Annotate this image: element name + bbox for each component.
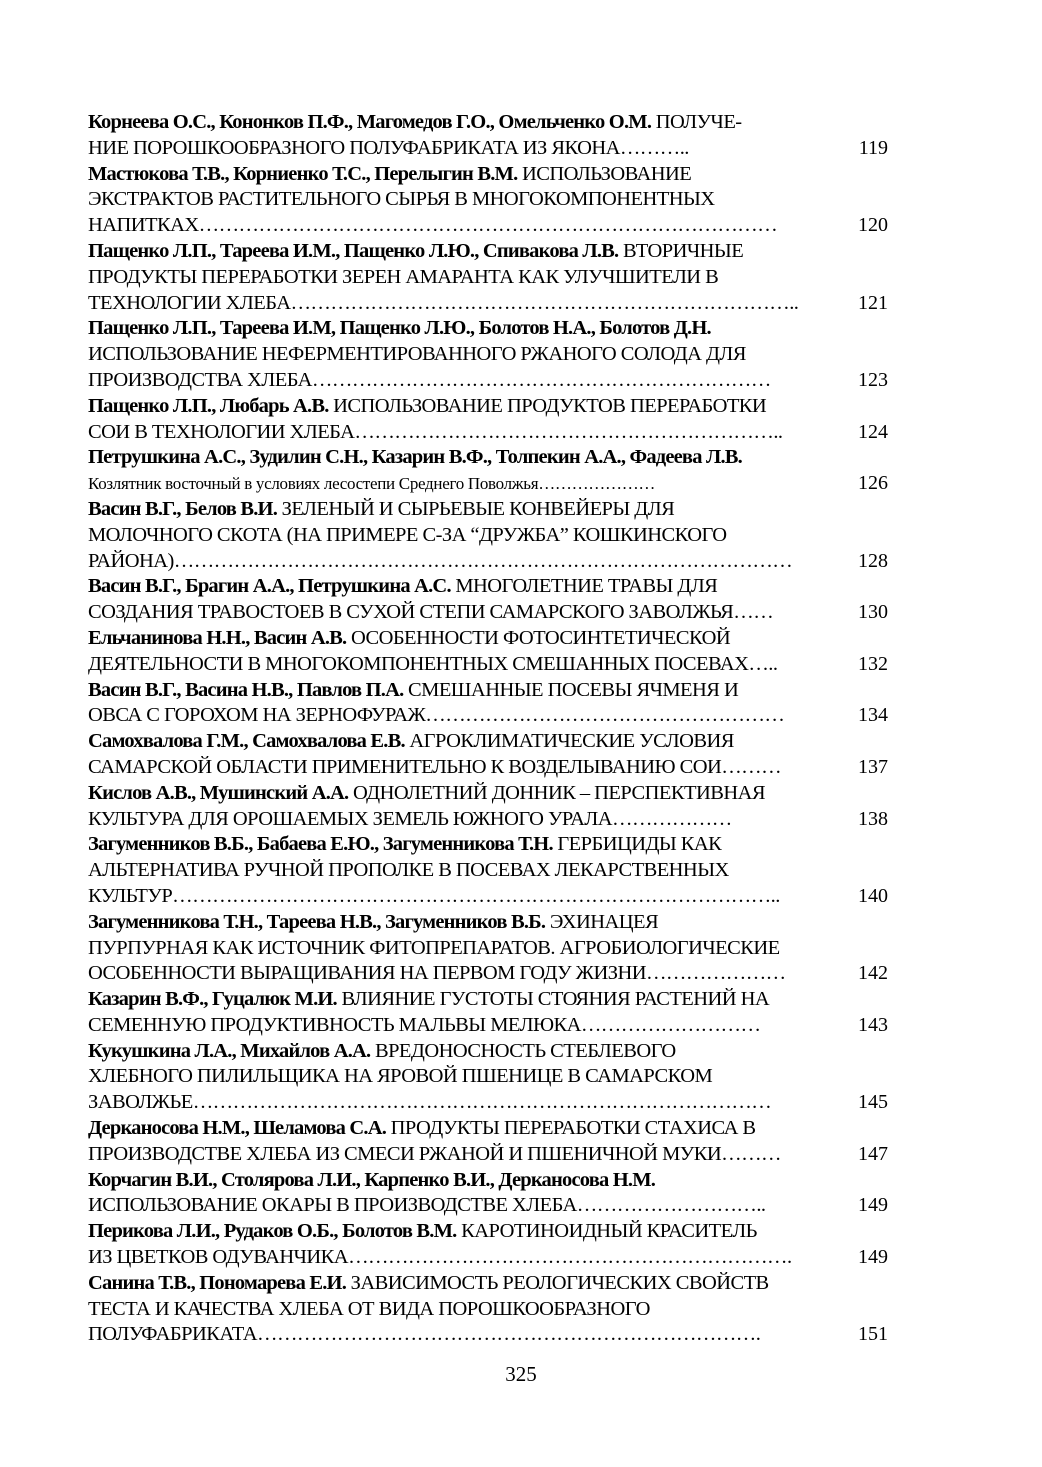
toc-entry-first-line [88,678,833,704]
toc-entry-title-line: ОВСА С ГОРОХОМ НА ЗЕРНОФУРАЖ……………………………………………… [88,704,785,727]
toc-entry-title-line: ПРОИЗВОДСТВЕ ХЛЕБА ИЗ СМЕСИ РЖАНОЙ И ПШЕНИЧНОЙ МУКИ……… [88,1142,781,1165]
toc-entry-title-line: ВРЕДОНОСНОСТЬ СТЕБЛЕВОГО [374,1039,676,1062]
toc-entry-authors: Перикова Л.И., Рудаков О.Б., Болотов В.М. [88,1220,457,1243]
toc-entry-authors: Пащенко Л.П., Тареева И.М., Пащенко Л.Ю., Спивакова Л.В. [88,239,619,262]
toc-entry-page: 130 [858,601,888,624]
toc-entry [88,110,898,162]
toc-entry-title-line: ЗЕЛЕНЫЙ И СЫРЬЕВЫЕ КОНВЕЙЕРЫ ДЛЯ [281,497,675,520]
toc-entry [88,394,898,446]
toc-entry-first-line [88,1116,833,1142]
toc-entry-authors: Петрушкина А.С., Зудилин С.Н., Казарин В.Ф., Толпекин А.А., Фадеева Л.В. [88,446,742,469]
toc-entry-title-line: ВТОРИЧНЫЕ [622,239,744,262]
toc-entry-page: 128 [858,549,888,572]
toc-entry [88,574,898,626]
toc-entry-first-line [88,445,833,471]
toc-entry-first-line [88,1168,833,1194]
toc-entry-authors: Васин В.Г., Белов В.И. [88,497,278,520]
toc-entry-title-line: САМАРСКОЙ ОБЛАСТИ ПРИМЕНИТЕЛЬНО К ВОЗДЕЛЫВАНИЮ СОИ……… [88,755,782,778]
toc-entry-title-line: ИСПОЛЬЗОВАНИЕ [521,162,692,185]
toc-entry-title-line: КУЛЬТУР……………………………………………………………………………….. [88,884,780,907]
toc-entry-authors: Загуменников В.Б., Бабаева Е.Ю., Загуменникова Т.Н. [88,833,553,856]
toc-entry-first-line [88,729,833,755]
toc-entry-title-line: МОЛОЧНОГО СКОТА (НА ПРИМЕРЕ С-ЗА “ДРУЖБА” КОШКИНСКОГО [88,523,727,546]
toc-entry-title-line: ТЕСТА И КАЧЕСТВА ХЛЕБА ОТ ВИДА ПОРОШКООБРАЗНОГО [88,1297,650,1320]
toc-entry-title-line: ЗАВОЛЖЬЕ…………………………………………………………………………… [88,1091,772,1114]
toc-entry [88,678,898,730]
toc-entry [88,626,898,678]
toc-entry-first-line [88,394,833,420]
toc-entry [88,445,898,497]
toc-entry-page: 151 [858,1323,888,1346]
toc-entry [88,1271,898,1348]
toc-entry [88,162,898,239]
toc-entry-page: 137 [858,755,888,778]
toc-entry-page: 149 [858,1194,888,1217]
toc-entry [88,497,898,574]
toc-entry-first-line [88,987,833,1013]
toc-entry-page: 145 [858,1091,888,1114]
table-of-contents [88,110,898,1348]
toc-entry-first-line [88,316,833,342]
toc-entry-title-line: ИСПОЛЬЗОВАНИЕ ОКАРЫ В ПРОИЗВОДСТВЕ ХЛЕБА……………………….. [88,1194,766,1217]
toc-entry-title-line: СОЗДАНИЯ ТРАВОСТОЕВ В СУХОЙ СТЕПИ САМАРСКОГО ЗАВОЛЖЬЯ…… [88,601,774,624]
toc-entry-authors: Мастюкова Т.В., Корниенко Т.С., Перелыгин В.М. [88,162,518,185]
page-number: 325 [505,1362,537,1386]
toc-entry-authors: Корнеева О.С., Кононков П.Ф., Магомедов Г.О., Омельченко О.М. [88,111,652,133]
toc-entry-title-line: ПРОИЗВОДСТВА ХЛЕБА…………………………………………………………… [88,368,771,391]
toc-entry-title-line: ХЛЕБНОГО ПИЛИЛЬЩИКА НА ЯРОВОЙ ПШЕНИЦЕ В САМАРСКОМ [88,1065,713,1088]
toc-entry [88,1039,898,1116]
toc-entry-title-line: РАЙОНА)………………………………………………………………………………… [88,549,793,572]
toc-entry [88,987,898,1039]
toc-entry-authors: Пащенко Л.П., Тареева И.М, Пащенко Л.Ю., Болотов Н.А., Болотов Д.Н. [88,317,711,340]
toc-entry-title-line: ПОЛУФАБРИКАТА…………………………………………………………………. [88,1323,761,1346]
toc-entry-authors: Ельчанинова Н.Н., Васин А.В. [88,626,347,649]
toc-entry-authors: Казарин В.Ф., Гуцалюк М.И. [88,988,337,1011]
toc-entry-title-line: ВЛИЯНИЕ ГУСТОТЫ СТОЯНИЯ РАСТЕНИЙ НА [341,988,770,1011]
toc-entry-title-line: ЭКСТРАКТОВ РАСТИТЕЛЬНОГО СЫРЬЯ В МНОГОКОМПОНЕНТНЫХ [88,188,715,211]
toc-entry-first-line [88,497,833,523]
toc-entry [88,239,898,316]
toc-entry-page: 120 [858,214,888,237]
toc-entry-page: 149 [858,1246,888,1269]
toc-entry-page: 124 [858,420,888,443]
toc-entry-page: 140 [858,884,888,907]
toc-entry-page: 143 [858,1013,888,1036]
toc-entry-title-line: ПОЛУЧЕ- [655,111,742,133]
toc-entry-title-line: КУЛЬТУРА ДЛЯ ОРОШАЕМЫХ ЗЕМЕЛЬ ЮЖНОГО УРАЛА……………… [88,807,732,830]
toc-entry-authors: Кислов А.В., Мушинский А.А. [88,781,349,804]
toc-entry-authors: Дерканосова Н.М., Шеламова С.А. [88,1117,387,1140]
toc-entry-title-line: ОСОБЕННОСТИ ВЫРАЩИВАНИЯ НА ПЕРВОМ ГОДУ ЖИЗНИ………………… [88,962,786,985]
toc-entry [88,1168,898,1220]
toc-entry-title-line: ТЕХНОЛОГИИ ХЛЕБА………………………………………………………………….. [88,291,799,314]
toc-entry-title-line: ЗАВИСИМОСТЬ РЕОЛОГИЧЕСКИХ СВОЙСТВ [350,1271,769,1294]
toc-entry-authors: Корчагин В.И., Столярова Л.И., Карпенко В.И., Дерканосова Н.М. [88,1168,656,1191]
toc-entry-page: 119 [858,136,888,159]
toc-entry-title-line: КАРОТИНОИДНЫЙ КРАСИТЕЛЬ [461,1220,757,1243]
toc-entry-first-line [88,910,833,936]
toc-entry-title-line: Козлятник восточный в условиях лесостепи Среднего Поволжья………………… [88,474,656,494]
toc-entry-first-line [88,1219,833,1245]
toc-entry-title-line: АГРОКЛИМАТИЧЕСКИЕ УСЛОВИЯ [409,730,734,753]
toc-entry-title-line: ОДНОЛЕТНИЙ ДОННИК – ПЕРСПЕКТИВНАЯ [352,781,765,804]
toc-entry-first-line [88,626,833,652]
toc-entry [88,832,898,909]
toc-entry-title-line: ЭХИНАЦЕЯ [549,910,659,933]
toc-entry-authors: Санина Т.В., Пономарева Е.И. [88,1271,347,1294]
toc-entry-first-line [88,110,833,136]
toc-entry-first-line [88,162,833,188]
toc-entry-title-line: ИСПОЛЬЗОВАНИЕ НЕФЕРМЕНТИРОВАННОГО РЖАНОГО СОЛОДА ДЛЯ [88,343,746,366]
toc-entry-title-line: СОИ В ТЕХНОЛОГИИ ХЛЕБА……………………………………………………….. [88,420,783,443]
toc-entry-title-line: ОСОБЕННОСТИ ФОТОСИНТЕТИЧЕСКОЙ [350,626,731,649]
toc-entry-title-line: НАПИТКАХ…………………………………………………………………………… [88,214,778,237]
toc-entry-first-line [88,832,833,858]
toc-entry-page: 121 [858,291,888,314]
toc-entry-first-line [88,239,833,265]
toc-entry-page: 126 [858,472,888,495]
toc-entry-title-line: ПРОДУКТЫ ПЕРЕРАБОТКИ СТАХИСА В [390,1117,756,1140]
toc-entry-first-line [88,574,833,600]
toc-entry-page: 138 [858,807,888,830]
toc-entry [88,781,898,833]
toc-entry-authors: Загуменникова Т.Н., Тареева Н.В., Загуменников В.Б. [88,910,546,933]
toc-entry [88,1219,898,1271]
toc-entry-title-line: СМЕШАННЫЕ ПОСЕВЫ ЯЧМЕНЯ И [408,678,739,701]
toc-entry-title-line: МНОГОЛЕТНИЕ ТРАВЫ ДЛЯ [455,575,718,598]
toc-entry [88,729,898,781]
toc-entry-page: 132 [858,652,888,675]
toc-entry-first-line [88,781,833,807]
toc-entry-title-line: АЛЬТЕРНАТИВА РУЧНОЙ ПРОПОЛКЕ В ПОСЕВАХ ЛЕКАРСТВЕННЫХ [88,859,729,882]
toc-entry-first-line [88,1271,833,1297]
toc-entry-title-line: СЕМЕННУЮ ПРОДУКТИВНОСТЬ МАЛЬВЫ МЕЛЮКА……………………… [88,1013,761,1036]
toc-entry-title-line: ГЕРБИЦИДЫ КАК [557,833,722,856]
toc-entry-title-line: ПРОДУКТЫ ПЕРЕРАБОТКИ ЗЕРЕН АМАРАНТА КАК УЛУЧШИТЕЛИ В [88,265,719,288]
toc-entry-page: 123 [858,368,888,391]
toc-entry-page: 134 [858,704,888,727]
toc-entry-authors: Кукушкина Л.А., Михайлов А.А. [88,1039,371,1062]
toc-entry-authors: Васин В.Г., Васина Н.В., Павлов П.А. [88,678,404,701]
toc-entry-page: 142 [858,962,888,985]
toc-entry [88,910,898,987]
toc-entry-title-line: НИЕ ПОРОШКООБРАЗНОГО ПОЛУФАБРИКАТА ИЗ ЯКОНА……….. [88,136,689,159]
toc-entry [88,316,898,393]
toc-entry-authors: Самохвалова Г.М., Самохвалова Е.В. [88,730,405,753]
toc-entry-title-line: ДЕЯТЕЛЬНОСТИ В МНОГОКОМПОНЕНТНЫХ СМЕШАННЫХ ПОСЕВАХ….. [88,652,778,675]
toc-entry-page: 147 [858,1142,888,1165]
toc-entry-authors: Васин В.Г., Брагин А.А., Петрушкина А.С. [88,575,451,598]
toc-entry-title-line: ПУРПУРНАЯ КАК ИСТОЧНИК ФИТОПРЕПАРАТОВ. АГРОБИОЛОГИЧЕСКИЕ [88,936,780,959]
toc-entry [88,1116,898,1168]
toc-entry-first-line [88,1039,833,1065]
toc-entry-title-line: ИСПОЛЬЗОВАНИЕ ПРОДУКТОВ ПЕРЕРАБОТКИ [333,394,767,417]
toc-entry-title-line: ИЗ ЦВЕТКОВ ОДУВАНЧИКА…………………………………………………………. [88,1246,792,1269]
toc-entry-authors: Пащенко Л.П., Любарь А.В. [88,394,329,417]
